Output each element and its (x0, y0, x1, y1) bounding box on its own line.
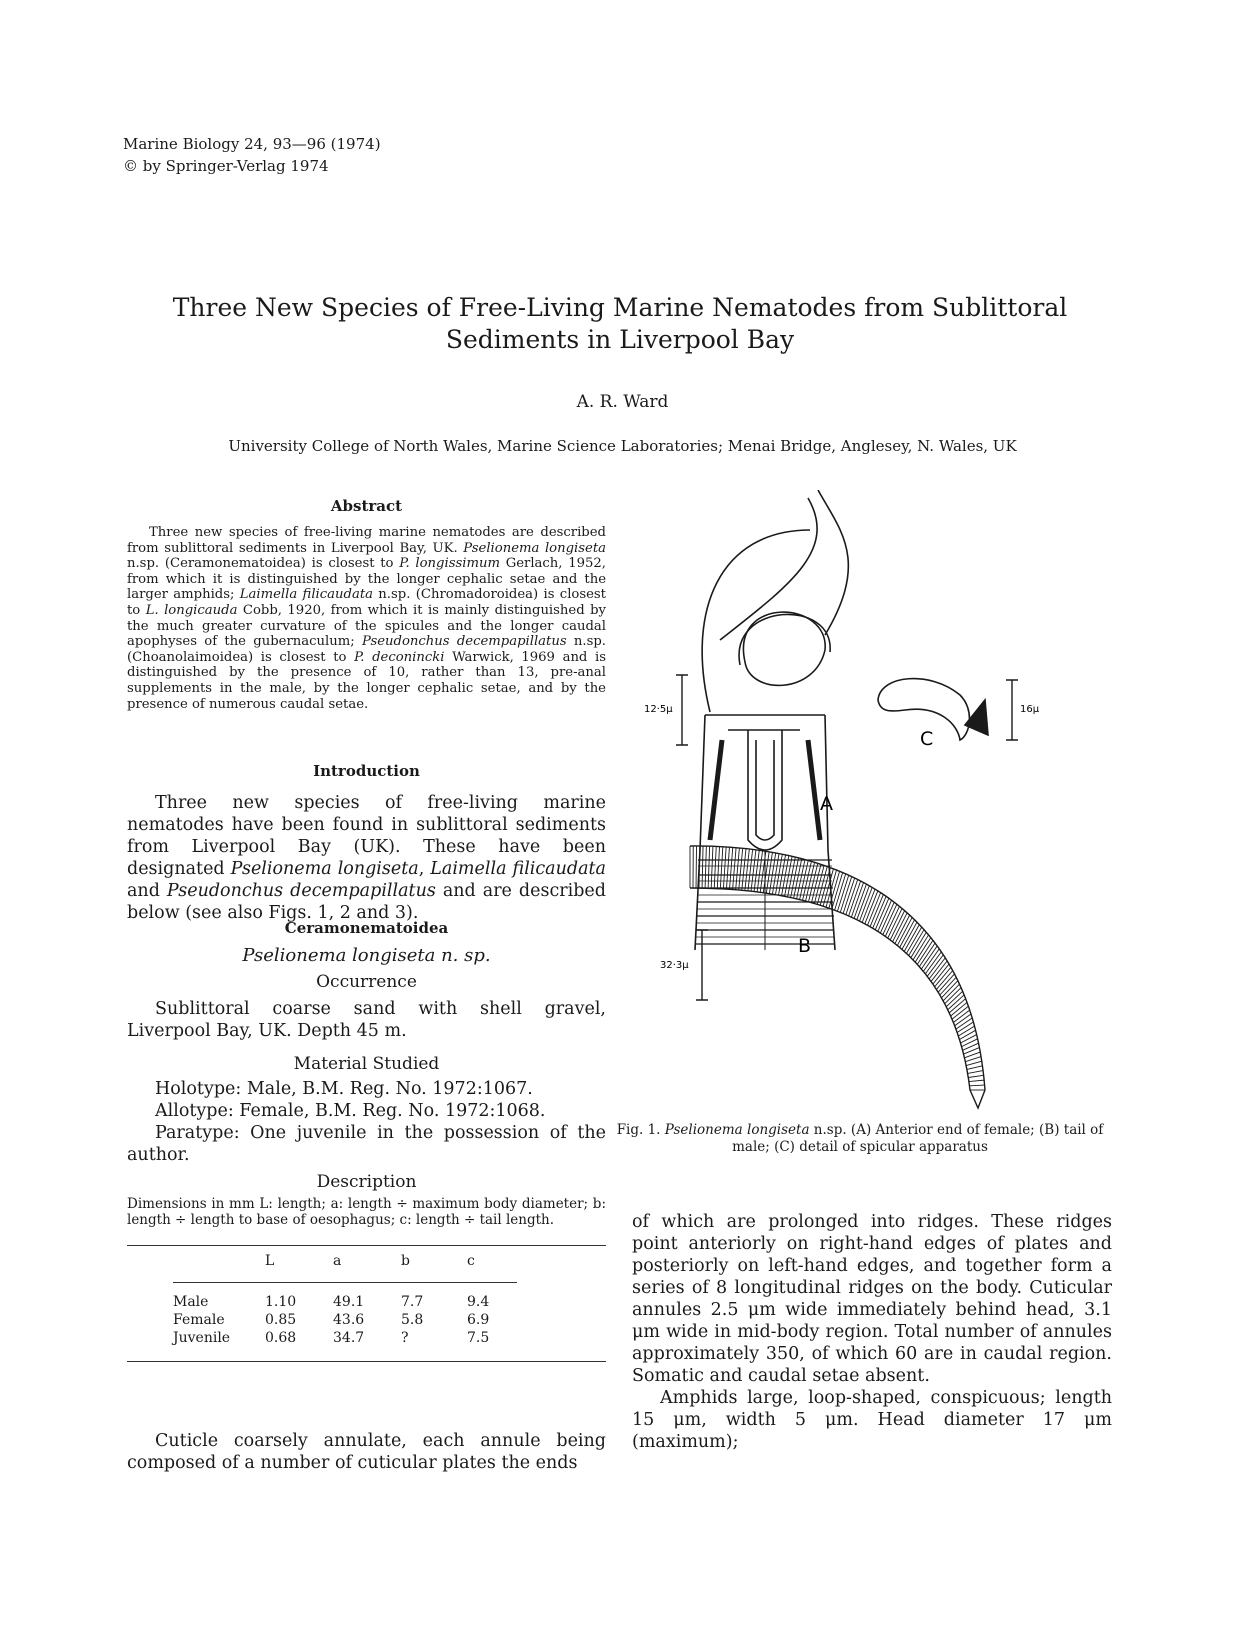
tail-annule-line (870, 894, 883, 926)
tail-annule-line (942, 981, 958, 998)
tail-annule-line (711, 846, 713, 888)
dimensions-caption: Dimensions in mm L: length; a: length ÷ maximum body diameter; b: length ÷ length to base of oesophagus; c: length ÷ tail length. (127, 1196, 606, 1228)
table-cell: 0.68 (265, 1330, 297, 1346)
species-name: Pselionema longiseta (230, 859, 419, 879)
affiliation: University College of North Wales, Marine Science Laboratories; Menai Bridge, Anglesey, N. Wales, UK (228, 437, 1017, 455)
table-header-row (173, 1252, 517, 1270)
tail-annule-line (766, 852, 772, 893)
abstract-body (127, 525, 606, 712)
abstract-text-6: n.sp. (Choanolaimoidea) is closest to (127, 634, 606, 665)
tail-annule-line (925, 952, 941, 974)
tail-annule-line (968, 1071, 983, 1074)
intro-text-4: and are described below (see also Figs. 1, 2 and 3). (127, 881, 606, 923)
scale-bar-c (1006, 680, 1018, 740)
tail-annule-line (968, 1075, 983, 1077)
table-row (173, 1329, 517, 1347)
table-row (173, 1311, 517, 1329)
tail-annule-line (857, 886, 869, 920)
species-section (127, 919, 606, 1228)
tail-annule-line (959, 1030, 975, 1039)
tail-annule-line (969, 1085, 984, 1086)
label-b: B (798, 935, 812, 957)
label-a: A (820, 793, 833, 815)
species-name: P. longissimum (399, 556, 500, 572)
introduction-section (127, 762, 606, 924)
tail-annule-line (927, 955, 943, 976)
table-cell: 0.85 (265, 1312, 297, 1328)
tail-annule-line (763, 852, 769, 893)
journal-citation (123, 133, 381, 177)
occurrence-heading: Occurrence (316, 972, 417, 992)
abstract-text-1: Three new species of free-living marine nematodes are described from sublittoral sediments in Liverpool Bay, UK. (127, 525, 606, 556)
figure-caption (610, 1122, 1110, 1156)
tail-annule-line (714, 846, 716, 888)
species-name: Pselionema longiseta (463, 540, 606, 556)
dimensions-table-wrapper (127, 1245, 606, 1362)
description-heading: Description (316, 1172, 417, 1192)
cuticle-paragraph (127, 1430, 606, 1474)
species-name: P. deconincki (354, 649, 445, 665)
occurrence-paragraph: Sublittoral coarse sand with shell gravel, Liverpool Bay, UK. Depth 45 m. (127, 999, 606, 1041)
tail-annule-line (865, 891, 878, 924)
tail-annule-line (720, 847, 722, 889)
tail-drawing (690, 846, 985, 1108)
tail-annule-line (840, 877, 851, 913)
tail-annule-line (788, 857, 796, 897)
tail-annule-line (708, 846, 709, 888)
tail-annule-line (969, 1080, 984, 1081)
tail-annule-line (785, 856, 792, 896)
tail-annules (690, 846, 985, 1090)
tail-annule-line (965, 1057, 981, 1062)
author: A. R. Ward (576, 392, 669, 412)
tail-annule-line (873, 896, 886, 928)
paper-title (150, 292, 1090, 356)
species-name: Laimella filicaudata (239, 587, 373, 603)
scale-label-a: 12·5μ (644, 704, 673, 715)
abstract-text-7: Warwick, 1969 and is distinguished by the presence of 10, rather than 13, pre-anal supplements in the male, by the longer cephalic setae, and by the presence of numerous caudal setae. (127, 649, 606, 712)
tail-annule-line (958, 1026, 974, 1036)
tail-annule-line (736, 848, 740, 890)
tail-annule-line (931, 961, 947, 981)
table-cell: 5.8 (401, 1312, 424, 1328)
table-row (173, 1293, 517, 1311)
table-cell: 9.4 (467, 1294, 490, 1310)
tail-annule-line (860, 887, 873, 921)
tail-annule-line (923, 949, 939, 971)
tail-annule-line (726, 847, 729, 889)
allotype-text: Allotype: Female, B.M. Reg. No. 1972:1068. (155, 1101, 546, 1121)
table-cell: 1.10 (265, 1294, 297, 1310)
tail-annule-line (966, 1061, 982, 1065)
right-paragraph-1: of which are prolonged into ridges. These ridges point anteriorly on right-hand edges of plates and posteriorly on left-hand edges, and together form a series of 8 longitudinal ridges on the body. Cuticular annules 2.5 μm wide immediately behind head, 3.1 μm wide in mid-body region. Total number of annules approximately 350, of which 60 are in caudal region. Somatic and caudal setae absent. (632, 1212, 1112, 1386)
species-name: Laimella filicaudata (430, 859, 606, 879)
material-heading: Material Studied (293, 1054, 440, 1074)
tail-annule-line (702, 846, 703, 888)
journal-line: Marine Biology 24, 93—96 (1974) (123, 135, 381, 153)
tail-annule-line (929, 958, 945, 979)
label-c: C (920, 728, 934, 750)
species-name: L. longicauda (145, 602, 238, 618)
title-line-2: Sediments in Liverpool Bay (445, 325, 795, 354)
abstract-text-4: n.sp. (Chromadoroidea) is closest to (127, 587, 606, 618)
superfamily-heading: Ceramonematoidea (284, 919, 449, 937)
tail-annule-line (849, 881, 861, 916)
tail-annule-line (936, 971, 952, 990)
tail-annule-line (843, 878, 855, 913)
abstract-text-5: Cobb, 1920, from which it is mainly distinguished by the much greater curvature of the spicules and the longer caudal apophyses of the gubernaculum; (127, 602, 606, 650)
table-cell: 7.7 (401, 1294, 424, 1310)
tail-annule-line (705, 846, 706, 888)
tail-annule-line (846, 879, 858, 914)
occurrence-text (127, 998, 606, 1042)
tail-annule-line (962, 1039, 978, 1047)
tail-annule-line (967, 1066, 983, 1070)
scale-bar-b (696, 930, 708, 1000)
species-name: Pseudonchus decempapillatus (361, 634, 567, 650)
intro-text-2: , (418, 859, 431, 879)
tail-annule-line (757, 851, 762, 892)
table-cell: 34.7 (333, 1330, 365, 1346)
cuticle-text: Cuticle coarsely annulate, each annule being composed of a number of cuticular plates the ends (127, 1431, 606, 1473)
species-heading: Pselionema longiseta n. sp. (242, 945, 491, 966)
tail-annule-line (723, 847, 726, 889)
abstract-text-2: n.sp. (Ceramonematoidea) is closest to (127, 556, 400, 572)
table-cell: Female (173, 1312, 225, 1328)
tail-annule-line (957, 1022, 973, 1032)
scale-label-b: 32·3μ (660, 960, 689, 971)
caption-text: n.sp. (A) Anterior end of female; (B) tail of male; (C) detail of spicular apparatus (732, 1122, 1104, 1155)
dimensions-table (173, 1252, 517, 1347)
abstract-section (127, 497, 606, 712)
tail-annule-line (945, 988, 961, 1004)
table-cell: Juvenile (173, 1330, 231, 1346)
table-header-cell: b (401, 1253, 410, 1269)
table-header-cell: L (265, 1253, 275, 1269)
copyright-line: © by Springer-Verlag 1974 (123, 157, 329, 175)
table-header-cell: c (467, 1253, 475, 1269)
tail-annule-line (862, 889, 875, 922)
table-cell: 6.9 (467, 1312, 490, 1328)
tail-annule-line (717, 847, 719, 889)
introduction-body (127, 792, 606, 924)
paratype-text: Paratype: One juvenile in the possession of the author. (127, 1123, 606, 1165)
tail-annule-line (943, 984, 959, 1001)
intro-text-1: Three new species of free-living marine nematodes have been found in sublittoral sediments from Liverpool Bay (UK). These have been designated (127, 793, 606, 879)
caption-species: Pselionema longiseta (664, 1122, 810, 1138)
tail-annule-line (730, 847, 733, 889)
tail-annule-line (868, 893, 881, 926)
tail-annule-line (782, 856, 789, 896)
tail-annule-line (935, 967, 951, 986)
material-list (127, 1078, 606, 1166)
tail-annule-line (851, 883, 863, 918)
table-cell: Male (173, 1294, 209, 1310)
intro-text-3: and (127, 881, 167, 901)
right-paragraph-2: Amphids large, loop-shaped, conspicuous; length 15 μm, width 5 μm. Head diameter 17 μm (maximum); (632, 1388, 1112, 1452)
table-header-cell: a (333, 1253, 342, 1269)
species-name: Pseudonchus decempapillatus (166, 881, 436, 901)
scale-label-c: 16μ (1020, 704, 1040, 715)
table-cell: 49.1 (333, 1294, 365, 1310)
tail-annule-line (733, 848, 736, 890)
right-column-text (632, 1211, 1112, 1453)
tail-annule-line (933, 964, 949, 984)
tail-annule-line (854, 884, 866, 918)
table-header-cell (173, 1252, 265, 1270)
abstract-heading: Abstract (330, 497, 403, 515)
introduction-heading: Introduction (313, 762, 420, 780)
caption-prefix: Fig. 1. (616, 1122, 665, 1138)
title-line-1: Three New Species of Free-Living Marine Nematodes from Sublittoral (172, 293, 1068, 322)
abstract-text-3: Gerlach, 1952, from which it is distinguished by the longer cephalic setae and the larger amphids; (127, 556, 606, 603)
table-cell: ? (401, 1330, 409, 1346)
table-cell: 43.6 (333, 1312, 365, 1328)
tail-annule-line (835, 874, 846, 910)
tail-annule-line (961, 1035, 977, 1043)
holotype-text: Holotype: Male, B.M. Reg. No. 1972:1067. (155, 1079, 533, 1099)
table-cell: 7.5 (467, 1330, 490, 1346)
figure-1 (640, 490, 1100, 1140)
tail-annule-line (837, 875, 848, 911)
figure-drawing (640, 490, 1100, 1140)
tail-annule-line (938, 974, 954, 992)
tail-annule-line (940, 977, 956, 995)
scale-bar-a (676, 675, 688, 745)
